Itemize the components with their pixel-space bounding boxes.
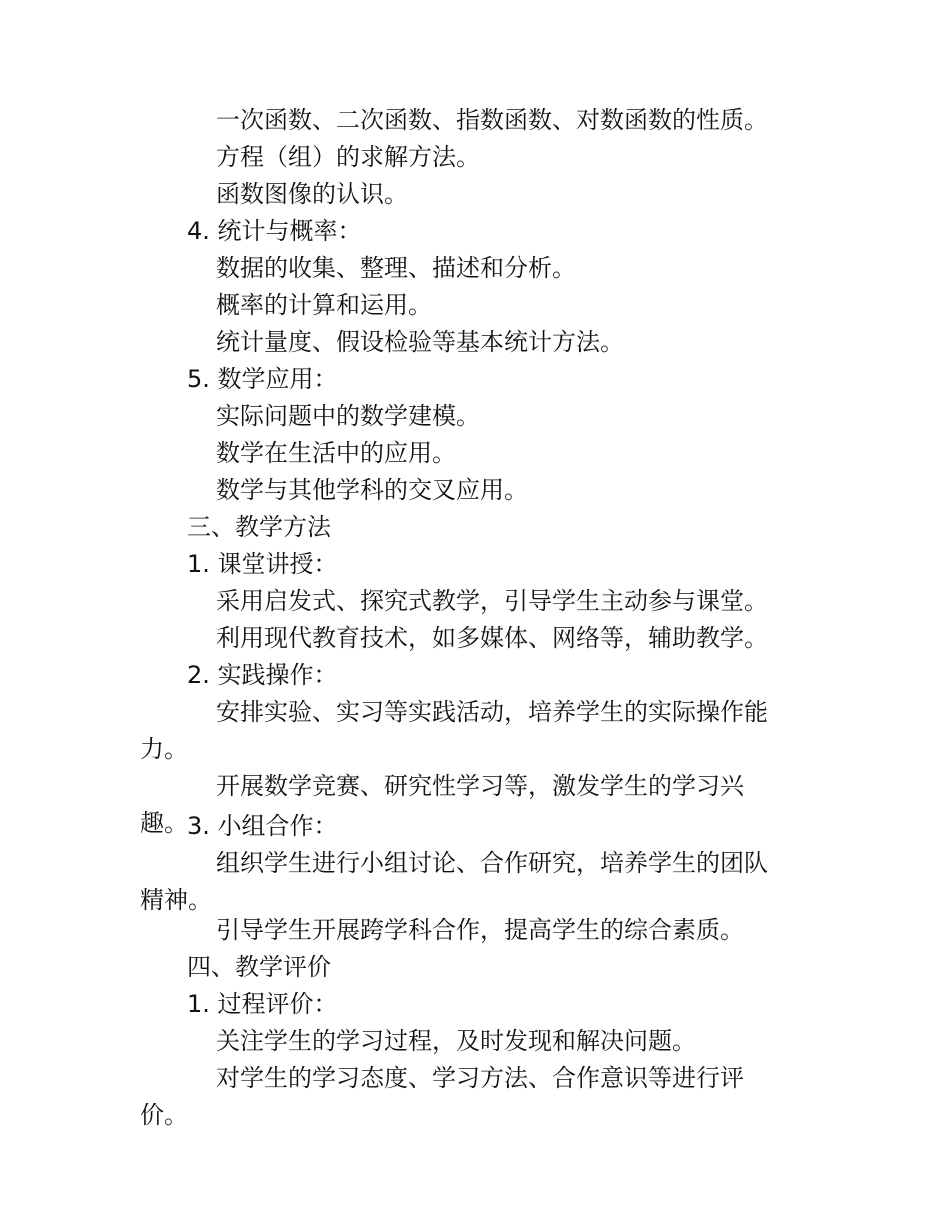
body-line: 函数图像的认识。	[216, 180, 408, 208]
section-subheading: 2. 实践操作：	[187, 661, 338, 689]
body-line: 数学与其他学科的交叉应用。	[216, 476, 528, 504]
section-heading: 三、教学方法	[187, 513, 331, 541]
body-line: 数学在生活中的应用。	[216, 439, 456, 467]
body-line: 采用启发式、探究式教学，引导学生主动参与课堂。	[216, 587, 768, 615]
body-paragraph: 安排实验、实习等实践活动，培养学生的实际操作能力。	[140, 698, 768, 763]
body-line: 利用现代教育技术，如多媒体、网络等，辅助教学。	[216, 624, 768, 652]
body-line: 方程（组）的求解方法。	[216, 143, 480, 171]
body-paragraph: 对学生的学习态度、学习方法、合作意识等进行评价。	[140, 1064, 744, 1129]
body-paragraph: 开展数学竞赛、研究性学习等，激发学生的学习兴趣。	[140, 772, 744, 837]
body-line: 概率的计算和运用。	[216, 291, 432, 319]
body-paragraph: 组织学生进行小组讨论、合作研究，培养学生的团队精神。	[140, 849, 768, 914]
section-subheading: 4. 统计与概率：	[187, 217, 362, 245]
section-subheading: 1. 过程评价：	[187, 990, 338, 1018]
section-subheading: 5. 数学应用：	[187, 365, 338, 393]
body-line: 统计量度、假设检验等基本统计方法。	[216, 328, 624, 356]
body-line: 引导学生开展跨学科合作，提高学生的综合素质。	[216, 916, 744, 944]
section-heading: 四、教学评价	[187, 953, 331, 981]
body-line: 数据的收集、整理、描述和分析。	[216, 254, 576, 282]
body-line: 关注学生的学习过程，及时发现和解决问题。	[216, 1027, 696, 1055]
body-line: 实际问题中的数学建模。	[216, 402, 480, 430]
section-subheading: 1. 课堂讲授：	[187, 550, 338, 578]
section-subheading: 3. 小组合作：	[187, 812, 338, 840]
body-line: 一次函数、二次函数、指数函数、对数函数的性质。	[216, 106, 768, 134]
